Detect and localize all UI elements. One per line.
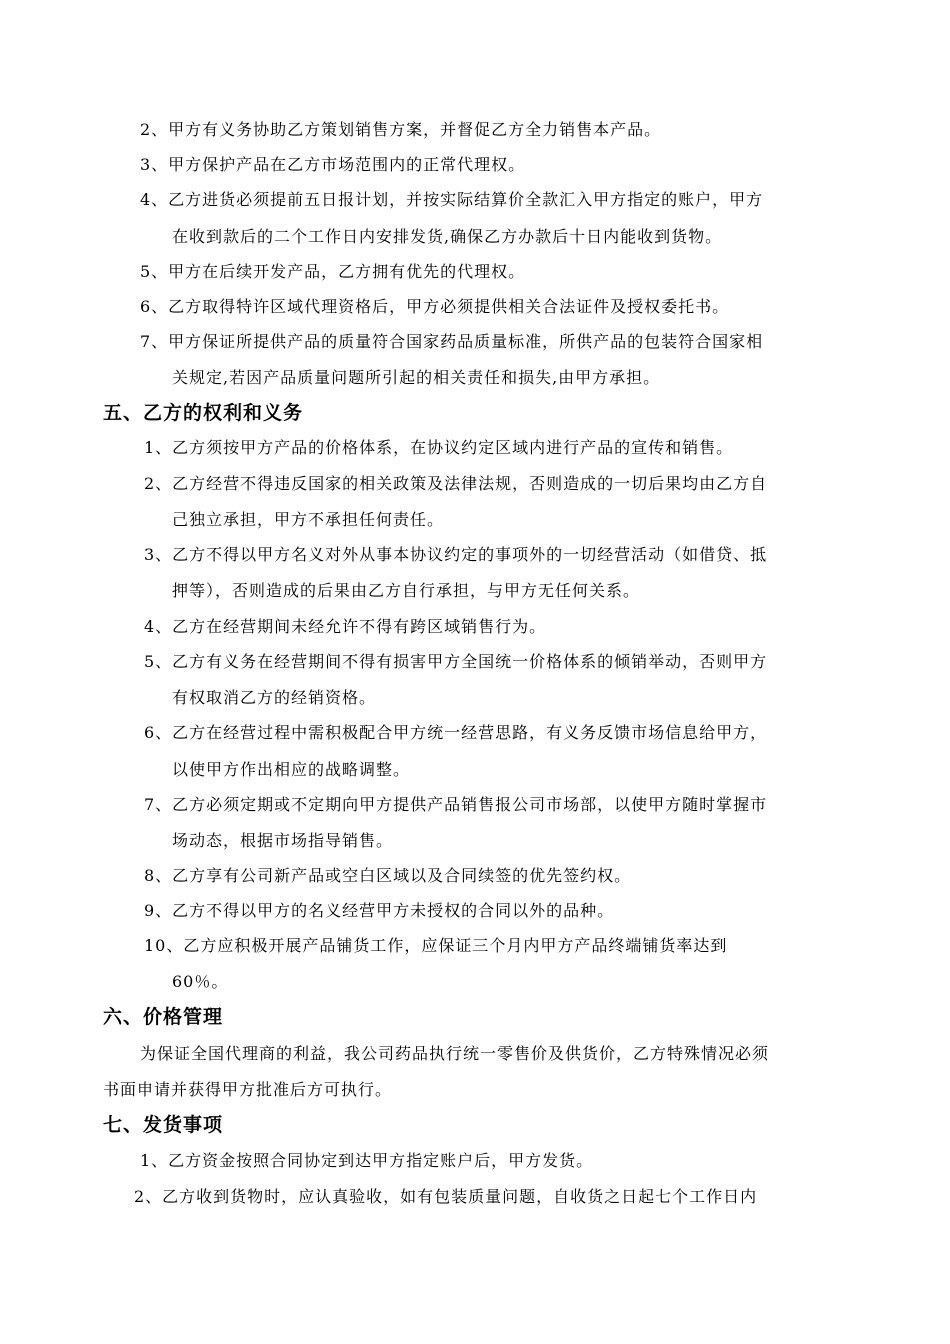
s5-item3-line2: 押等），否则造成的后果由乙方自行承担，与甲方无任何关系。 — [172, 581, 641, 600]
s7-item1: 1、乙方资金按照合同协定到达甲方指定账户后，甲方发货。 — [140, 1151, 594, 1170]
s5-item9: 9、乙方不得以甲方的名义经营甲方未授权的合同以外的品种。 — [144, 901, 615, 920]
s5-item5-line1: 5、乙方有义务在经营期间不得有损害甲方全国统一价格体系的倾销举动，否则甲方 — [144, 652, 768, 671]
s7-item2-line1: 2、乙方收到货物时，应认真验收，如有包装质量问题，自收货之日起七个工作日内 — [134, 1187, 758, 1206]
s5-item3-line1: 3、乙方不得以甲方名义对外从事本协议约定的事项外的一切经营活动（如借贷、抵 — [144, 545, 768, 564]
s4-item2: 2、甲方有义务协助乙方策划销售方案，并督促乙方全力销售本产品。 — [140, 120, 662, 139]
section5-title: 五、乙方的权利和义务 — [103, 402, 304, 424]
s4-item7-line1: 7、甲方保证所提供产品的质量符合国家药品质量标准，所供产品的包装符合国家相 — [140, 332, 764, 351]
s5-item7-line2: 场动态，根据市场指导销售。 — [172, 831, 394, 850]
section7-title: 七、发货事项 — [103, 1114, 224, 1136]
s4-item4-line2: 在收到款后的二个工作日内安排发货,确保乙方办款后十日内能收到货物。 — [172, 227, 723, 246]
section6-title: 六、价格管理 — [103, 1006, 224, 1028]
s4-item5: 5、甲方在后续开发产品，乙方拥有优先的代理权。 — [140, 262, 526, 281]
s4-item7-line2: 关规定,若因产品质量问题所引起的相关责任和损失,由甲方承担。 — [172, 368, 661, 387]
s5-item1: 1、乙方须按甲方产品的价格体系，在协议约定区域内进行产品的宣传和销售。 — [144, 438, 734, 457]
s4-item6: 6、乙方取得特许区域代理资格后，甲方必须提供相关合法证件及授权委托书。 — [140, 297, 730, 316]
s5-item6-line1: 6、乙方在经营过程中需积极配合甲方统一经营思路，有义务反馈市场信息给甲方， — [144, 723, 768, 742]
s5-item10-line1: 10、乙方应积极开展产品铺货工作，应保证三个月内甲方产品终端铺货率达到 — [144, 936, 728, 955]
s5-item6-line2: 以使甲方作出相应的战略调整。 — [172, 760, 411, 779]
s6-para-line2: 书面申请并获得甲方批准后方可执行。 — [103, 1080, 393, 1099]
s6-para-line1: 为保证全国代理商的利益，我公司药品执行统一零售价及供货价，乙方特殊情况必须 — [140, 1044, 770, 1063]
s5-item7-line1: 7、乙方必须定期或不定期向甲方提供产品销售报公司市场部，以使甲方随时掌握市 — [144, 795, 768, 814]
s5-item10-line2: 60％。 — [172, 972, 229, 991]
s5-item8: 8、乙方享有公司新产品或空白区域以及合同续签的优先签约权。 — [144, 866, 632, 885]
s4-item4-line1: 4、乙方进货必须提前五日报计划，并按实际结算价全款汇入甲方指定的账户，甲方 — [140, 190, 764, 209]
s5-item5-line2: 有权取消乙方的经销资格。 — [172, 688, 377, 707]
s5-item2-line1: 2、乙方经营不得违反国家的相关政策及法律法规，否则造成的一切后果均由乙方自 — [144, 474, 768, 493]
s5-item2-line2: 己独立承担，甲方不承担任何责任。 — [172, 510, 445, 529]
s4-item3: 3、甲方保护产品在乙方市场范围内的正常代理权。 — [140, 155, 526, 174]
s5-item4: 4、乙方在经营期间未经允许不得有跨区域销售行为。 — [144, 617, 547, 636]
